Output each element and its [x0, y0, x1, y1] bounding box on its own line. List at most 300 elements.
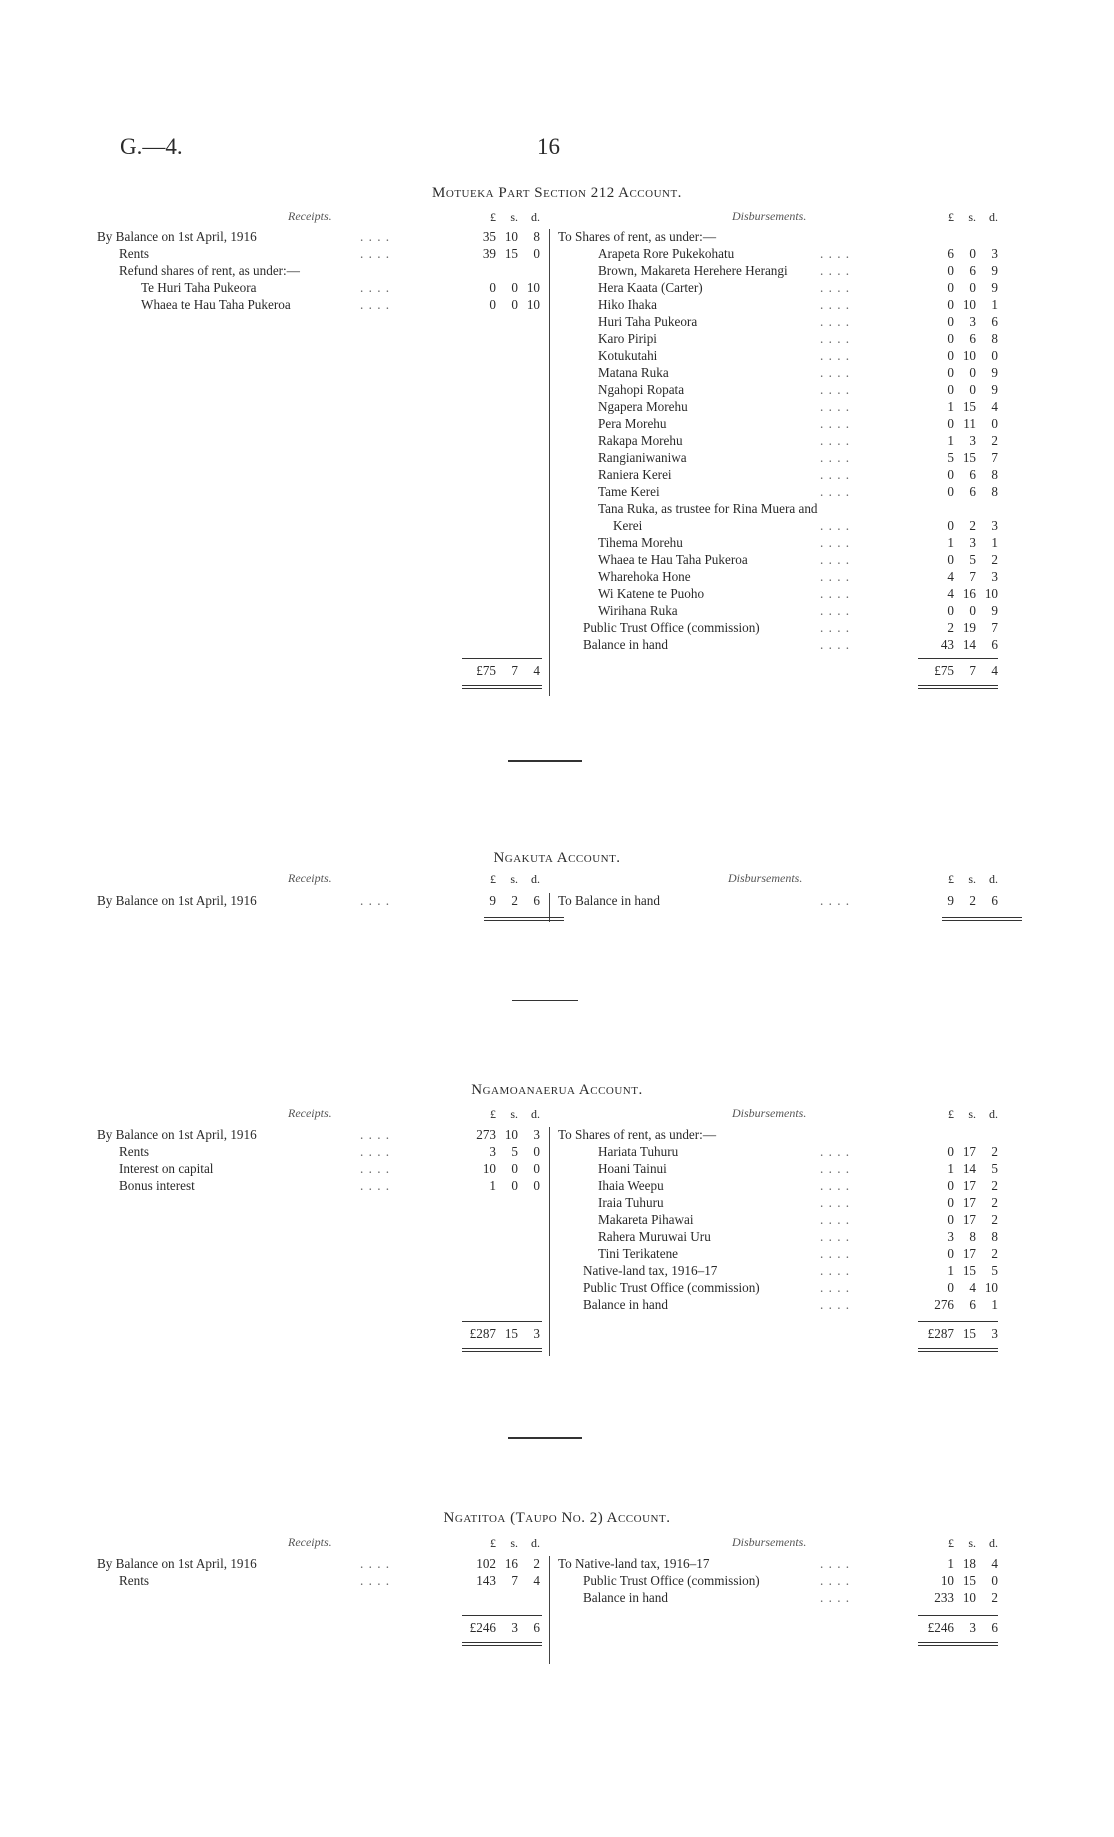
disbursement-row — [558, 229, 1000, 246]
disbursements-heading: Disbursements. — [728, 871, 803, 885]
pounds: 1 — [947, 535, 954, 550]
leader-dots: . . . . — [820, 569, 851, 584]
shillings: 8 — [969, 1229, 976, 1244]
pounds: 0 — [947, 552, 954, 567]
total-double-rule — [918, 1348, 998, 1349]
pence: 2 — [991, 1178, 998, 1193]
pounds: 0 — [947, 1195, 954, 1210]
receipts-heading: Receipts. — [288, 209, 332, 223]
leader-dots: . . . . — [820, 348, 851, 363]
disbursement-label: Native-land tax, 1916–17 — [583, 1263, 718, 1278]
pence: 4 — [991, 399, 998, 414]
pounds: 0 — [947, 484, 954, 499]
receipt-row — [119, 1144, 540, 1161]
disbursement-row — [598, 450, 1000, 467]
receipt-amount — [462, 1178, 540, 1194]
total-rule — [462, 1615, 542, 1616]
disbursement-label: To Native-land tax, 1916–17 — [558, 1556, 710, 1571]
pence: 6 — [991, 637, 998, 652]
disbursement-label: Karo Piripi — [598, 331, 657, 346]
disbursement-amount — [920, 552, 998, 568]
disbursement-row — [598, 433, 1000, 450]
pence: 2 — [991, 1212, 998, 1227]
disbursement-amount — [920, 484, 998, 500]
pounds: 2 — [947, 620, 954, 635]
leader-dots: . . . . — [820, 399, 851, 414]
account-title-text: Ngakuta Account. — [493, 850, 621, 866]
disbursement-row — [598, 1195, 1000, 1212]
receipts-lsd-header — [462, 1107, 540, 1122]
leader-dots: . . . . — [820, 416, 851, 431]
leader-dots: . . . . — [820, 246, 851, 261]
disbursement-label: Hera Kaata (Carter) — [598, 280, 703, 295]
receipts-lsd-header — [462, 872, 540, 887]
shillings: 0 — [511, 1178, 518, 1193]
pounds: 102 — [476, 1556, 496, 1571]
shillings: 17 — [962, 1195, 976, 1210]
disbursement-row — [558, 1127, 1000, 1144]
disbursement-label: Public Trust Office (commission) — [583, 1573, 760, 1588]
pence: 9 — [991, 365, 998, 380]
disbursement-label: Arapeta Rore Pukekohatu — [598, 246, 735, 261]
pounds: 0 — [947, 467, 954, 482]
total-part: £75 — [934, 663, 954, 678]
pounds: 0 — [947, 1280, 954, 1295]
receipt-amount — [462, 280, 540, 296]
leader-dots: . . . . — [360, 1161, 391, 1176]
total-part: £246 — [927, 1620, 954, 1635]
receipt-label: Refund shares of rent, as under:— — [119, 263, 300, 278]
disbursement-amount — [920, 246, 998, 262]
disbursement-amount — [920, 1246, 998, 1262]
shillings: 5 — [511, 1144, 518, 1159]
disbursement-amount — [920, 416, 998, 432]
shillings: 6 — [969, 263, 976, 278]
leader-dots: . . . . — [820, 1590, 851, 1605]
disbursement-label: Wi Katene te Puoho — [598, 586, 705, 601]
column-divider — [549, 1127, 550, 1356]
disbursement-label: Wirihana Ruka — [598, 603, 678, 618]
disbursements-heading: Disbursements. — [732, 1535, 807, 1549]
disbursement-row — [598, 467, 1000, 484]
disbursement-row — [598, 314, 1000, 331]
leader-dots: . . . . — [820, 484, 851, 499]
disbursement-amount — [920, 331, 998, 347]
total-double-rule — [462, 685, 542, 686]
receipts-lsd-header — [462, 1536, 540, 1551]
disbursement-amount — [920, 569, 998, 585]
lsd-unit: s. — [510, 872, 518, 886]
disbursement-row — [598, 552, 1000, 569]
leader-dots: . . . . — [360, 893, 391, 908]
leader-dots: . . . . — [820, 518, 851, 533]
total-double-rule — [918, 1642, 998, 1643]
total-double-rule — [942, 920, 1022, 921]
disbursement-row — [583, 1280, 1000, 1297]
disbursement-label: Tame Kerei — [598, 484, 660, 499]
disbursement-amount — [920, 314, 998, 330]
disbursement-row — [598, 1229, 1000, 1246]
leader-dots: . . . . — [820, 1161, 851, 1176]
pounds: 10 — [482, 1161, 496, 1176]
total-double-rule — [462, 1642, 542, 1643]
disbursement-amount — [920, 637, 998, 653]
lsd-unit: s. — [510, 1107, 518, 1121]
disbursement-amount — [920, 297, 998, 313]
pence: 8 — [991, 484, 998, 499]
disbursement-row — [598, 280, 1000, 297]
disbursement-label: Brown, Makareta Herehere Herangi — [598, 263, 788, 278]
leader-dots: . . . . — [360, 1573, 391, 1588]
pence: 10 — [984, 1280, 998, 1295]
disbursement-amount — [920, 1263, 998, 1279]
pounds: 35 — [482, 229, 496, 244]
pence: 0 — [991, 416, 998, 431]
disbursement-amount — [920, 1229, 998, 1245]
shillings: 6 — [969, 1297, 976, 1312]
pounds: 1 — [489, 1178, 496, 1193]
disbursement-label: Ngahopi Ropata — [598, 382, 685, 397]
leader-dots: . . . . — [360, 280, 391, 295]
receipt-amount — [462, 297, 540, 313]
pounds: 0 — [947, 263, 954, 278]
leader-dots: . . . . — [820, 1280, 851, 1295]
shillings: 0 — [969, 280, 976, 295]
disbursement-row — [598, 1212, 1000, 1229]
total-part: £287 — [469, 1326, 496, 1341]
disbursements-total — [914, 663, 998, 679]
receipt-label: Whaea te Hau Taha Pukeroa — [141, 297, 291, 312]
leader-dots: . . . . — [360, 297, 391, 312]
lsd-unit: d. — [989, 1107, 998, 1121]
receipt-row — [141, 297, 540, 314]
disbursement-amount — [920, 1573, 998, 1589]
lsd-unit: d. — [531, 1536, 540, 1550]
pence: 3 — [991, 246, 998, 261]
leader-dots: . . . . — [820, 467, 851, 482]
leader-dots: . . . . — [820, 637, 851, 652]
lsd-unit: d. — [531, 1107, 540, 1121]
pounds: 143 — [476, 1573, 496, 1588]
disbursement-label: Raniera Kerei — [598, 467, 672, 482]
disbursement-row — [598, 365, 1000, 382]
disbursement-label: Public Trust Office (commission) — [583, 1280, 760, 1295]
receipt-row — [97, 1127, 540, 1144]
pence: 4 — [533, 1573, 540, 1588]
pence: 2 — [533, 1556, 540, 1571]
leader-dots: . . . . — [360, 1144, 391, 1159]
disbursement-label: Pera Morehu — [598, 416, 667, 431]
disbursement-amount — [920, 263, 998, 279]
disbursement-amount — [920, 1195, 998, 1211]
pence: 4 — [991, 1556, 998, 1571]
total-double-rule — [484, 920, 564, 921]
total-double-rule — [484, 917, 564, 918]
lsd-unit: £ — [490, 1107, 496, 1121]
disbursement-row — [583, 637, 1000, 654]
disbursement-label: Ngapera Morehu — [598, 399, 688, 414]
disbursement-row — [598, 603, 1000, 620]
disbursement-row — [583, 1297, 1000, 1314]
pence: 8 — [991, 1229, 998, 1244]
disbursement-amount — [920, 518, 998, 534]
total-part: 3 — [511, 1620, 518, 1635]
total-part: 6 — [533, 1620, 540, 1635]
shillings: 0 — [511, 297, 518, 312]
shillings: 6 — [969, 484, 976, 499]
disbursement-row — [583, 1573, 1000, 1590]
leader-dots: . . . . — [820, 1178, 851, 1193]
leader-dots: . . . . — [360, 246, 391, 261]
pence: 9 — [991, 280, 998, 295]
account-title — [0, 1082, 1114, 1099]
shillings: 6 — [969, 331, 976, 346]
shillings: 15 — [962, 399, 976, 414]
pounds: 0 — [947, 331, 954, 346]
leader-dots: . . . . — [360, 229, 391, 244]
shillings: 5 — [969, 552, 976, 567]
pounds: 6 — [947, 246, 954, 261]
total-part: 7 — [969, 663, 976, 678]
disbursement-label: Tini Terikatene — [598, 1246, 679, 1261]
disbursement-label: Rakapa Morehu — [598, 433, 683, 448]
leader-dots: . . . . — [360, 1127, 391, 1142]
disbursement-amount — [920, 1144, 998, 1160]
pence: 9 — [991, 603, 998, 618]
total-part: 7 — [511, 663, 518, 678]
disbursement-label: Tihema Morehu — [598, 535, 683, 550]
pence: 1 — [991, 1297, 998, 1312]
pence: 2 — [991, 552, 998, 567]
pence: 0 — [533, 1144, 540, 1159]
disbursement-label: Huri Taha Pukeora — [598, 314, 698, 329]
disbursement-row — [598, 399, 1000, 416]
disbursement-label: Balance in hand — [583, 1590, 668, 1605]
leader-dots: . . . . — [820, 314, 851, 329]
leader-dots: . . . . — [820, 1195, 851, 1210]
shillings: 19 — [962, 620, 976, 635]
shillings: 10 — [504, 1127, 518, 1142]
pounds: 43 — [940, 637, 954, 652]
lsd-unit: £ — [948, 1107, 954, 1121]
pounds: 0 — [947, 416, 954, 431]
account-title-text: Ngamoanaerua Account. — [471, 1082, 643, 1098]
disbursement-label: Kotukutahi — [598, 348, 658, 363]
lsd-unit: £ — [490, 872, 496, 886]
pounds: 10 — [940, 1573, 954, 1588]
leader-dots: . . . . — [820, 1229, 851, 1244]
disbursement-amount — [920, 603, 998, 619]
disbursements-lsd-header — [920, 1107, 998, 1122]
disbursement-row — [598, 263, 1000, 280]
pounds: 9 — [947, 893, 954, 908]
disbursement-amount — [920, 1590, 998, 1606]
shillings: 15 — [962, 1573, 976, 1588]
pence: 6 — [991, 893, 998, 908]
total-double-rule — [918, 1645, 998, 1646]
lsd-unit: s. — [968, 210, 976, 224]
disbursements-total — [914, 1326, 998, 1342]
leader-dots: . . . . — [820, 535, 851, 550]
disbursement-label: Rangianiwaniwa — [598, 450, 687, 465]
shillings: 2 — [969, 518, 976, 533]
disbursement-label: Matana Ruka — [598, 365, 669, 380]
disbursement-amount — [920, 450, 998, 466]
disbursement-row — [598, 501, 1000, 518]
disbursement-row — [598, 246, 1000, 263]
leader-dots: . . . . — [820, 365, 851, 380]
disbursements-lsd-header — [920, 1536, 998, 1551]
leader-dots: . . . . — [820, 1212, 851, 1227]
leader-dots: . . . . — [360, 1556, 391, 1571]
disbursement-label: Hoani Tainui — [598, 1161, 667, 1176]
leader-dots: . . . . — [820, 1246, 851, 1261]
shillings: 17 — [962, 1178, 976, 1193]
section-separator — [508, 1437, 582, 1439]
pence: 0 — [533, 1178, 540, 1193]
pounds: 39 — [482, 246, 496, 261]
disbursement-label: Rahera Muruwai Uru — [598, 1229, 711, 1244]
total-rule — [918, 1615, 998, 1616]
receipt-amount — [462, 1127, 540, 1143]
pence: 9 — [991, 382, 998, 397]
leader-dots: . . . . — [820, 1297, 851, 1312]
shillings: 6 — [969, 467, 976, 482]
receipt-amount — [462, 246, 540, 262]
pence: 3 — [991, 569, 998, 584]
shillings: 17 — [962, 1144, 976, 1159]
disbursement-row — [598, 297, 1000, 314]
total-rule — [918, 1321, 998, 1322]
shillings: 0 — [969, 603, 976, 618]
total-double-rule — [462, 1351, 542, 1352]
pounds: 4 — [947, 586, 954, 601]
disbursement-label: To Balance in hand — [558, 893, 660, 908]
leader-dots: . . . . — [820, 382, 851, 397]
disbursement-amount — [920, 1178, 998, 1194]
total-part: 15 — [962, 1326, 976, 1341]
pence: 2 — [991, 1144, 998, 1159]
disbursement-amount — [920, 399, 998, 415]
leader-dots: . . . . — [820, 1263, 851, 1278]
pounds: 0 — [947, 314, 954, 329]
disbursement-amount — [920, 1212, 998, 1228]
shillings: 16 — [962, 586, 976, 601]
account-title — [0, 185, 1114, 202]
shillings: 3 — [969, 433, 976, 448]
total-part: 3 — [969, 1620, 976, 1635]
shillings: 0 — [969, 246, 976, 261]
total-part: £287 — [927, 1326, 954, 1341]
pounds: 0 — [947, 365, 954, 380]
shillings: 11 — [963, 416, 976, 431]
receipt-amount — [462, 229, 540, 245]
pence: 8 — [991, 331, 998, 346]
pence: 10 — [526, 297, 540, 312]
column-divider — [549, 1556, 550, 1664]
pence: 2 — [991, 1246, 998, 1261]
shillings: 3 — [969, 314, 976, 329]
section-separator — [508, 760, 582, 762]
pence: 6 — [533, 893, 540, 908]
total-double-rule — [918, 688, 998, 689]
pounds: 5 — [947, 450, 954, 465]
pence: 8 — [533, 229, 540, 244]
total-part: 6 — [991, 1620, 998, 1635]
pounds: 0 — [947, 382, 954, 397]
pence: 7 — [991, 620, 998, 635]
disbursement-row — [598, 1161, 1000, 1178]
disbursement-label: To Shares of rent, as under:— — [558, 229, 717, 244]
pence: 5 — [991, 1263, 998, 1278]
pence: 0 — [991, 1573, 998, 1588]
disbursement-label: Hariata Tuhuru — [598, 1144, 679, 1159]
leader-dots: . . . . — [820, 1144, 851, 1159]
shillings: 10 — [962, 1590, 976, 1605]
disbursement-row — [598, 416, 1000, 433]
shillings: 2 — [511, 893, 518, 908]
pence: 5 — [991, 1161, 998, 1176]
leader-dots: . . . . — [820, 297, 851, 312]
pence: 2 — [991, 1590, 998, 1605]
lsd-unit: £ — [948, 210, 954, 224]
lsd-unit: d. — [989, 872, 998, 886]
pence: 3 — [991, 518, 998, 533]
receipt-amount — [462, 1573, 540, 1589]
leader-dots: . . . . — [820, 263, 851, 278]
lsd-unit: s. — [968, 1536, 976, 1550]
page-number: 16 — [537, 134, 560, 159]
total-part: £246 — [469, 1620, 496, 1635]
pounds: 276 — [934, 1297, 954, 1312]
disbursement-row — [598, 331, 1000, 348]
pounds: 0 — [947, 297, 954, 312]
shillings: 10 — [962, 348, 976, 363]
disbursements-heading: Disbursements. — [732, 1106, 807, 1120]
receipt-label: By Balance on 1st April, 1916 — [97, 1556, 257, 1571]
disbursement-row — [613, 518, 1000, 535]
lsd-unit: £ — [948, 1536, 954, 1550]
lsd-unit: s. — [968, 1107, 976, 1121]
total-rule — [918, 658, 998, 659]
shillings: 0 — [511, 1161, 518, 1176]
shillings: 17 — [962, 1246, 976, 1261]
column-divider — [549, 229, 550, 696]
account-title — [0, 1510, 1114, 1527]
receipt-amount — [462, 893, 540, 909]
lsd-unit: d. — [531, 210, 540, 224]
disbursement-row — [558, 893, 1000, 910]
receipt-amount — [462, 1144, 540, 1160]
disbursement-label: Ihaia Weepu — [598, 1178, 664, 1193]
disbursement-row — [583, 1263, 1000, 1280]
receipt-row — [97, 893, 540, 910]
leader-dots: . . . . — [820, 1556, 851, 1571]
leader-dots: . . . . — [820, 331, 851, 346]
pence: 3 — [533, 1127, 540, 1142]
leader-dots: . . . . — [820, 1573, 851, 1588]
receipt-row — [97, 1556, 540, 1573]
lsd-unit: d. — [989, 1536, 998, 1550]
pence: 7 — [991, 450, 998, 465]
receipt-amount — [462, 1161, 540, 1177]
shillings: 10 — [962, 297, 976, 312]
account-title-text: Ngatitoa (Taupo No. 2) Account. — [443, 1510, 671, 1526]
lsd-unit: £ — [490, 1536, 496, 1550]
disbursement-amount — [920, 365, 998, 381]
disbursement-label: Makareta Pihawai — [598, 1212, 694, 1227]
disbursement-amount — [920, 620, 998, 636]
